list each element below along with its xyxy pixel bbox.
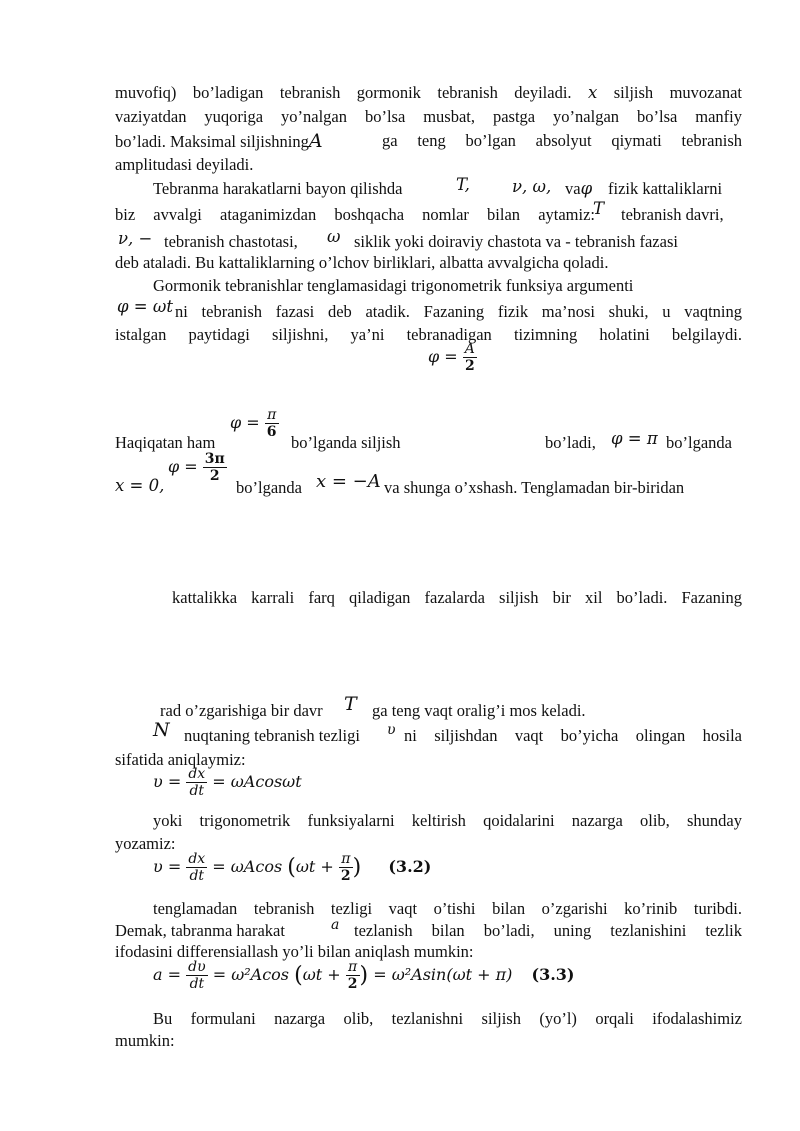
text-line: tenglamadan tebranish tezligi vaqt o’tishi bilan o’zgarishi ko’rinib turibdi. [153, 899, 742, 918]
text-line: fizik kattaliklarni [608, 179, 723, 198]
text-line: va shunga o’xshash. Tenglamadan bir-biridan [384, 478, 685, 497]
text-line: mumkin: [115, 1031, 175, 1050]
text-line: rad o’zgarishiga bir davr [160, 701, 323, 720]
text-line: bo’ladi, [545, 433, 596, 452]
text-line: kattalikka karrali farq qiladigan fazalarda siljish bir xil bo’ladi. Fazaning [172, 588, 742, 607]
math-symbol: T [593, 199, 605, 218]
text-line: Tebranma harakatlarni bayon qilishda [153, 179, 403, 198]
text-line: tezlanish bilan bo’ladi, uning tezlanishini tezlik [354, 921, 742, 940]
equation-phi-pi6: φ = $\frac{\pi}{6}$ [230, 407, 277, 440]
text-line: ga teng bo’lgan absolyut qiymati tebranish [382, 131, 742, 150]
equation-label: (3.2) [388, 857, 432, 876]
text-line: siklik yoki doiraviy chastota va - tebranish fazasi [354, 232, 678, 251]
text-line: vaφ [565, 179, 593, 198]
math-symbol: ν, − [118, 229, 153, 248]
text-line: sifatida aniqlaymiz: [115, 750, 246, 769]
text-line: Gormonik tebranishlar tenglamasidagi trigonometrik funksiya argumenti [153, 276, 634, 295]
text-line: ifodasini differensiallash yo’li bilan aniqlash mumkin: [115, 942, 474, 961]
text-line: muvofiq) bo’ladigan tebranish gormonik tebranish deyiladi. x siljish muvozanat [115, 83, 742, 102]
equation-phi-3pi2: φ = $\frac{3\pi}{2}$ [168, 451, 225, 484]
equation-phi-a: φ = $\frac{A}{2}$ [428, 341, 475, 374]
math-inline: x = 0, [115, 476, 165, 495]
math-inline: x = −A [316, 471, 381, 492]
text-line: istalgan paytidagi siljishni, ya’ni tebranadigan tizimning holatini belgilaydi. [115, 325, 742, 344]
math-symbol: υ [387, 722, 396, 738]
text-line: yozamiz: [115, 834, 176, 853]
math-symbol: ν, ω, [512, 177, 552, 196]
equation-3-3: a = $\frac{d\upsilon}{dt}$ = ω²Acos (ωt + $\frac{\pi}{2}$ ) = ω²Asin(ωt + π) (3.3) [153, 959, 575, 992]
equation-label: (3.3) [531, 965, 575, 984]
text-line: bo’ladi. Maksimal siljishningA [115, 130, 323, 152]
text-line: Bu formulani nazarga olib, tezlanishni siljish (yo’l) orqali ifodalashimiz [153, 1009, 742, 1028]
math-symbol: ω [327, 227, 341, 246]
math-symbol: a [331, 917, 340, 933]
text-line: ga teng vaqt oralig’i mos keladi. [372, 701, 586, 720]
text-line: nuqtaning tebranish tezligi [184, 726, 360, 745]
text-line: ni siljishdan vaqt bo’yicha olingan hosila [404, 726, 742, 745]
math-symbol: T [344, 693, 357, 715]
math-inline: φ = ωt [117, 297, 173, 316]
text-line: yoki trigonometrik funksiyalarni keltirish qoidalarini nazarga olib, shunday [153, 811, 742, 830]
math-inline: φ = π [611, 429, 658, 448]
text-line: bo’lganda siljish [291, 433, 401, 452]
text-line: vaziyatdan yuqoriga yo’nalgan bo’lsa musbat, pastga yo’nalgan bo’lsa manfiy [115, 107, 742, 126]
text-line: bo’lganda [236, 478, 302, 497]
text-line: biz avvalgi ataganimizdan boshqacha nomlar bilan aytamiz: [115, 205, 595, 224]
math-symbol: T, [456, 175, 470, 194]
text-line: amplitudasi deyiladi. [115, 155, 254, 174]
text-line: Demak, tabranma harakat [115, 921, 285, 940]
text-line: tebranish davri, [621, 205, 724, 224]
text-line: ni tebranish fazasi deb atadik. Fazaning fizik ma’nosi shuki, u vaqtning [175, 302, 742, 321]
math-symbol: N [153, 719, 170, 741]
text-line: tebranish chastotasi, [164, 232, 298, 251]
text-line: bo’lganda [666, 433, 732, 452]
equation-velocity: υ = $\frac{dx}{dt}$ = ωAcosωt [153, 766, 302, 799]
text-line: Haqiqatan ham [115, 433, 216, 452]
text-line: deb ataladi. Bu kattaliklarning o’lchov birliklari, albatta avvalgicha qoladi. [115, 253, 609, 272]
equation-3-2: υ = $\frac{dx}{dt}$ = ωAcos (ωt + $\frac{\pi}{2}$ ) (3.2) [153, 851, 432, 884]
